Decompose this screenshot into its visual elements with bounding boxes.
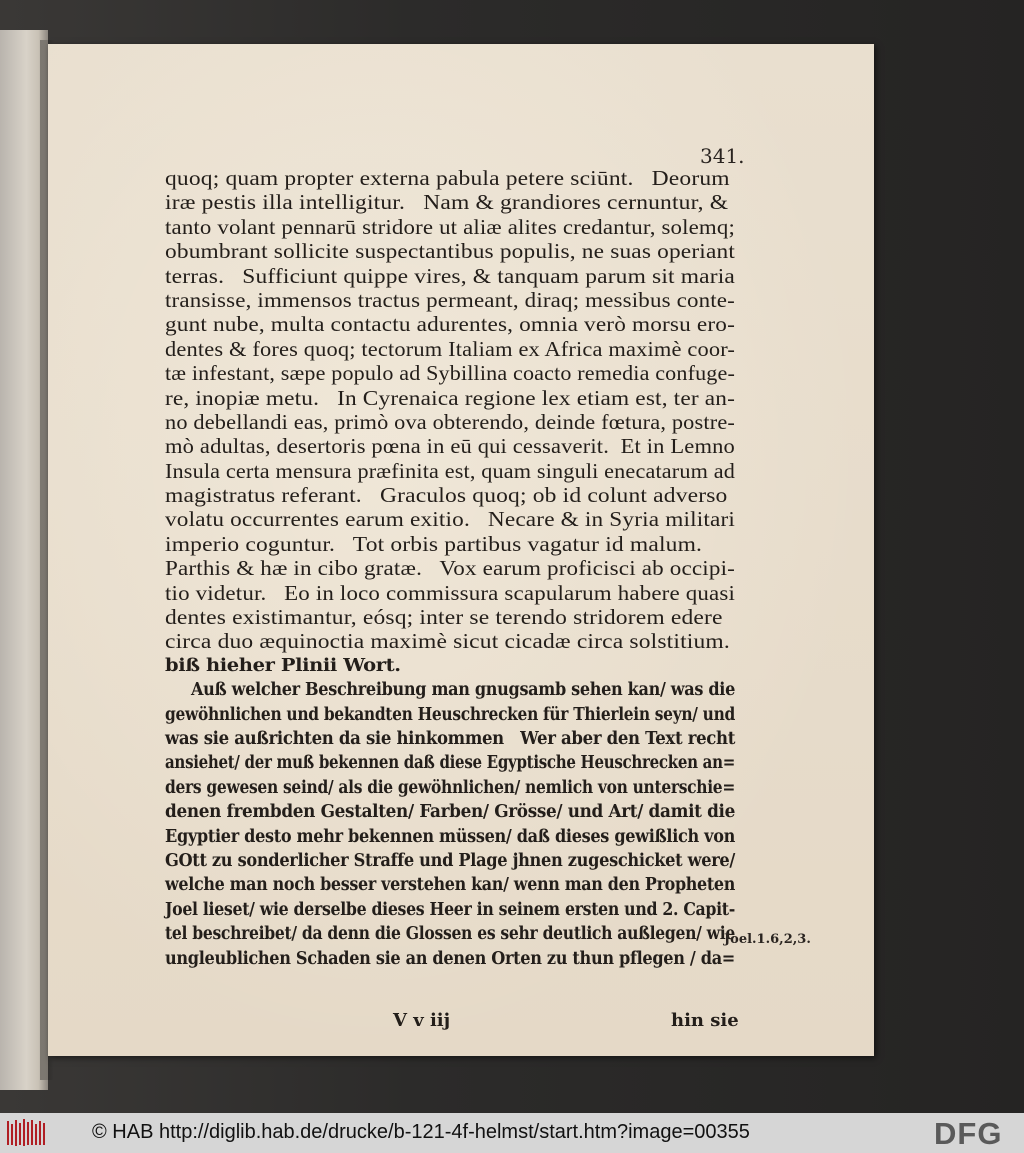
text-line: biß hieher Plinii Wort. — [165, 655, 401, 676]
catchword: hin sie — [671, 1010, 739, 1031]
text-line: terras. Sufficiunt quippe vires, & tanquam parum sit maria — [165, 263, 735, 288]
signature-mark: V v iij — [393, 1010, 451, 1031]
dfg-logo: DFG — [934, 1116, 1003, 1151]
text-line: gunt nube, multa contactu adurentes, omnia verò morsu ero- — [165, 312, 735, 337]
text-line: ungleublichen Schaden sie an denen Orten zu thun pflegen / da= — [165, 948, 735, 969]
text-line: transisse, immensos tractus permeant, diraq; messibus conte- — [165, 287, 735, 312]
hab-barcode-logo-icon — [6, 1118, 46, 1148]
text-line: circa duo æquinoctia maximè sicut cicadæ circa solstitium. — [165, 629, 730, 654]
text-line: quoq; quam propter externa pabula petere sciūnt. Deorum — [165, 166, 730, 190]
text-line: ansiehet/ der muß bekennen daß diese Egyptische Heuschrecken an= — [165, 753, 735, 774]
text-line: tel beschreibet/ da denn die Glossen es sehr deutlich außlegen/ wie — [165, 924, 735, 945]
margin-note: Joel.1.6,2,3. — [724, 932, 811, 947]
text-line: dentes & fores quoq; tectorum Italiam ex Africa maximè coor- — [165, 336, 735, 361]
text-line: mò adultas, desertoris pœna in eū qui cessaverit. Et in Lemno — [165, 434, 735, 459]
text-line: re, inopiæ metu. In Cyrenaica regione lex etiam est, ter an- — [165, 385, 735, 410]
copyright-url-text: © HAB http://diglib.hab.de/drucke/b-121-4f-helmst/start.htm?image=00355 — [92, 1121, 750, 1143]
text-line: obumbrant sollicite suspectantibus populis, ne suas operiant — [165, 239, 735, 264]
text-line: Egyptier desto mehr bekennen müssen/ daß dieses gewißlich von — [165, 826, 735, 847]
text-line: Auß welcher Beschreibung man gnugsamb sehen kan/ was die — [191, 680, 735, 701]
footer-bar — [0, 1113, 1024, 1153]
page-number: 341. — [700, 144, 745, 168]
text-line: magistratus referant. Graculos quoq; ob id colunt adverso — [165, 483, 728, 508]
book-page — [48, 44, 874, 1056]
text-line: tio videtur. Eo in loco commissura scapularum habere quasi — [165, 580, 735, 605]
text-line: ders gewesen seind/ als die gewöhnlichen/ nemlich von unterschie= — [165, 777, 735, 798]
page-text-block — [165, 166, 735, 971]
text-line: GOtt zu sonderlicher Straffe und Plage jhnen zugeschicket were/ — [165, 850, 735, 871]
text-line: volatu occurrentes earum exitio. Necare & in Syria militari — [165, 507, 735, 532]
text-line: tanto volant pennarū stridore ut aliæ alites credantur, solemq; — [165, 214, 735, 239]
text-line: welche man noch besser verstehen kan/ wenn man den Propheten — [165, 875, 735, 896]
text-line: Parthis & hæ in cibo gratæ. Vox earum proficisci ab occipi- — [165, 556, 735, 581]
text-line: gewöhnlichen und bekandten Heuschrecken für Thierlein seyn/ und — [165, 704, 735, 725]
text-line: dentes existimantur, eósq; inter se terendo stridorem edere — [165, 605, 723, 630]
text-line: was sie außrichten da sie hinkommen Wer aber den Text recht — [165, 728, 735, 749]
text-line: imperio coguntur. Tot orbis partibus vagatur id malum. — [165, 531, 703, 556]
text-line: tæ infestant, sæpe populo ad Sybillina coacto remedia confuge- — [165, 361, 735, 386]
text-line: no debellandi eas, primò ova obterendo, deinde fœtura, postre- — [165, 409, 735, 434]
text-line: Joel lieset/ wie derselbe dieses Heer in seinem ersten und 2. Capit- — [165, 899, 735, 920]
text-line: denen frembden Gestalten/ Farben/ Grösse/ und Art/ damit die — [165, 802, 735, 823]
text-line: iræ pestis illa intelligitur. Nam & grandiores cernuntur, & — [165, 190, 729, 215]
text-line: Insula certa mensura præfinita est, quam singuli enecatarum ad — [165, 458, 735, 483]
